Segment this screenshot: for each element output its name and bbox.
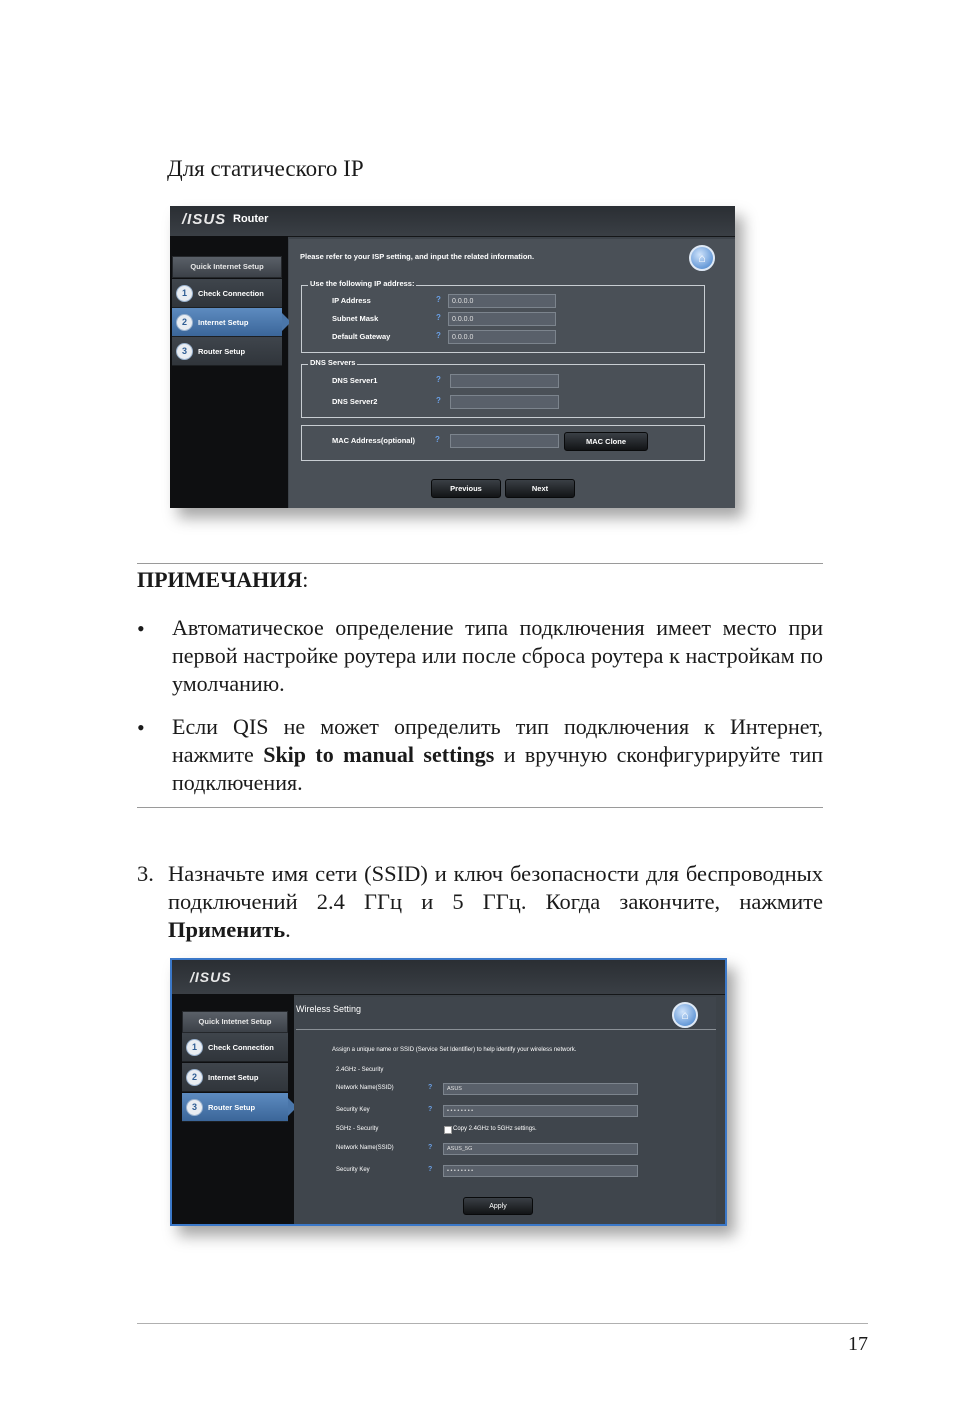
bullet-marker: • xyxy=(137,715,145,740)
sidebar-item-label: Internet Setup xyxy=(198,317,249,327)
sidebar-item-label: Internet Setup xyxy=(208,1072,259,1082)
dns-legend: DNS Servers xyxy=(310,358,356,367)
sidebar-item-label: Router Setup xyxy=(208,1102,256,1112)
notes-colon: : xyxy=(302,567,309,592)
bullet-marker: • xyxy=(137,616,145,641)
isp-instruction: Please refer to your ISP setting, and input the related information. xyxy=(300,252,535,261)
help-icon[interactable]: ? xyxy=(436,331,441,340)
router-header xyxy=(172,960,725,995)
mac-address-input[interactable] xyxy=(450,434,559,448)
help-icon[interactable]: ? xyxy=(436,375,441,384)
copy-settings-label: Copy 2.4GHz to 5GHz settings. xyxy=(453,1126,537,1132)
ip-legend: Use the following IP address: xyxy=(310,279,415,288)
dns-server2-input[interactable] xyxy=(450,395,559,409)
ssid-5-label: Network Name(SSID) xyxy=(336,1145,394,1151)
title-divider xyxy=(296,1029,716,1030)
sidebar-header: Quick Intetnet Setup xyxy=(182,1011,288,1033)
dns-fieldset xyxy=(301,358,705,418)
wireless-setting-title: Wireless Setting xyxy=(296,1004,362,1014)
router-label: Router xyxy=(233,213,269,225)
next-button[interactable]: Next xyxy=(505,479,575,498)
apply-keyword: Применить xyxy=(168,917,286,942)
key-24-input[interactable]: • • • • • • • • xyxy=(443,1105,638,1117)
step-1-icon: 1 xyxy=(186,1039,203,1056)
note-item-2 xyxy=(172,713,823,797)
key-24-label: Security Key xyxy=(336,1107,370,1113)
step-text-main: Назначьте имя сети (SSID) и ключ безопасности для беспроводных подключений 2.4 ГГц и 5 ГГц. Когда закончите, нажмите xyxy=(168,861,823,914)
dns-server1-input[interactable] xyxy=(450,374,559,388)
help-icon[interactable]: ? xyxy=(428,1106,433,1113)
band-5ghz-title: 5GHz - Security xyxy=(336,1126,379,1132)
notes-bottom-divider xyxy=(137,807,823,808)
step-2-icon: 2 xyxy=(186,1069,203,1086)
note-item-1: Автоматическое определение типа подключения имеет место при первой настройке роутера или после сброса роутера к настройкам по умолчанию. xyxy=(172,615,823,696)
apply-button[interactable]: Apply xyxy=(463,1197,533,1215)
static-ip-screenshot xyxy=(170,206,735,508)
notes-title: ПРИМЕЧАНИЯ xyxy=(137,567,303,592)
figure-caption: Для статического IP xyxy=(167,156,364,181)
copy-settings-checkbox[interactable] xyxy=(444,1126,452,1134)
sidebar-item-router-setup[interactable] xyxy=(182,1093,288,1122)
ssid-24-label: Network Name(SSID) xyxy=(336,1085,394,1091)
help-icon[interactable]: ? xyxy=(428,1144,433,1151)
page-number: 17 xyxy=(848,1333,868,1355)
notes-top-divider xyxy=(137,563,823,564)
home-icon: ⌂ xyxy=(698,251,706,265)
ssid-instruction: Assign a unique name or SSID (Service Set Identifier) to help identify your wireless network. xyxy=(332,1047,577,1053)
default-gateway-input[interactable]: 0.0.0.0 xyxy=(448,330,556,344)
subnet-mask-label: Subnet Mask xyxy=(332,314,379,323)
home-button[interactable] xyxy=(689,245,715,271)
asus-logo: /ISUS xyxy=(182,211,227,228)
sidebar-item-label: Check Connection xyxy=(198,288,264,298)
help-icon[interactable]: ? xyxy=(436,396,441,405)
default-gateway-label: Default Gateway xyxy=(332,332,391,341)
mac-clone-button[interactable]: MAC Clone xyxy=(564,432,648,451)
notes-heading xyxy=(137,567,308,593)
step-3-icon: 3 xyxy=(186,1099,203,1116)
help-icon[interactable]: ? xyxy=(428,1084,433,1091)
previous-button[interactable]: Previous xyxy=(431,479,501,498)
sidebar-item-internet-setup[interactable] xyxy=(172,308,282,337)
step-1-icon: 1 xyxy=(176,285,193,302)
ssid-24-input[interactable]: ASUS xyxy=(443,1083,638,1095)
help-icon[interactable]: ? xyxy=(436,313,441,322)
skip-to-manual-settings: Skip to manual settings xyxy=(263,742,495,767)
subnet-mask-input[interactable]: 0.0.0.0 xyxy=(448,312,556,326)
router-header xyxy=(170,206,735,237)
help-icon[interactable]: ? xyxy=(435,435,440,444)
help-icon[interactable]: ? xyxy=(436,295,441,304)
sidebar-header: Quick Internet Setup xyxy=(172,256,282,278)
ssid-5-input[interactable]: ASUS_5G xyxy=(443,1143,638,1155)
sidebar-item-check-connection[interactable] xyxy=(182,1033,288,1062)
sidebar-item-router-setup[interactable] xyxy=(172,337,282,366)
step-number: 3. xyxy=(137,861,154,886)
sidebar-item-check-connection[interactable] xyxy=(172,279,282,308)
sidebar-item-label: Router Setup xyxy=(198,346,246,356)
step-2-icon: 2 xyxy=(176,314,193,331)
dns-server1-label: DNS Server1 xyxy=(332,376,378,385)
home-button[interactable] xyxy=(672,1002,698,1028)
wireless-setting-screenshot xyxy=(170,958,727,1226)
ip-address-input[interactable]: 0.0.0.0 xyxy=(448,294,556,308)
home-icon: ⌂ xyxy=(681,1008,689,1022)
mac-address-label: MAC Address(optional) xyxy=(332,436,416,445)
band-24ghz-title: 2.4GHz - Security xyxy=(336,1067,384,1073)
step-3-icon: 3 xyxy=(176,343,193,360)
help-icon[interactable]: ? xyxy=(428,1166,433,1173)
key-5-label: Security Key xyxy=(336,1167,370,1173)
note-text: Если QIS не может определить тип подключения к Интернет, нажмите xyxy=(172,714,823,767)
key-5-input[interactable]: • • • • • • • • xyxy=(443,1165,638,1177)
note-text: и вручную сконфигурируйте тип подключения. xyxy=(172,742,823,795)
step-text-end: . xyxy=(285,917,291,942)
footer-divider xyxy=(137,1323,868,1324)
step-text xyxy=(168,860,823,944)
ip-address-label: IP Address xyxy=(332,296,371,305)
dns-server2-label: DNS Server2 xyxy=(332,397,378,406)
sidebar-item-label: Check Connection xyxy=(208,1042,274,1052)
sidebar-item-internet-setup[interactable] xyxy=(182,1063,288,1092)
asus-logo: /ISUS xyxy=(190,969,232,985)
